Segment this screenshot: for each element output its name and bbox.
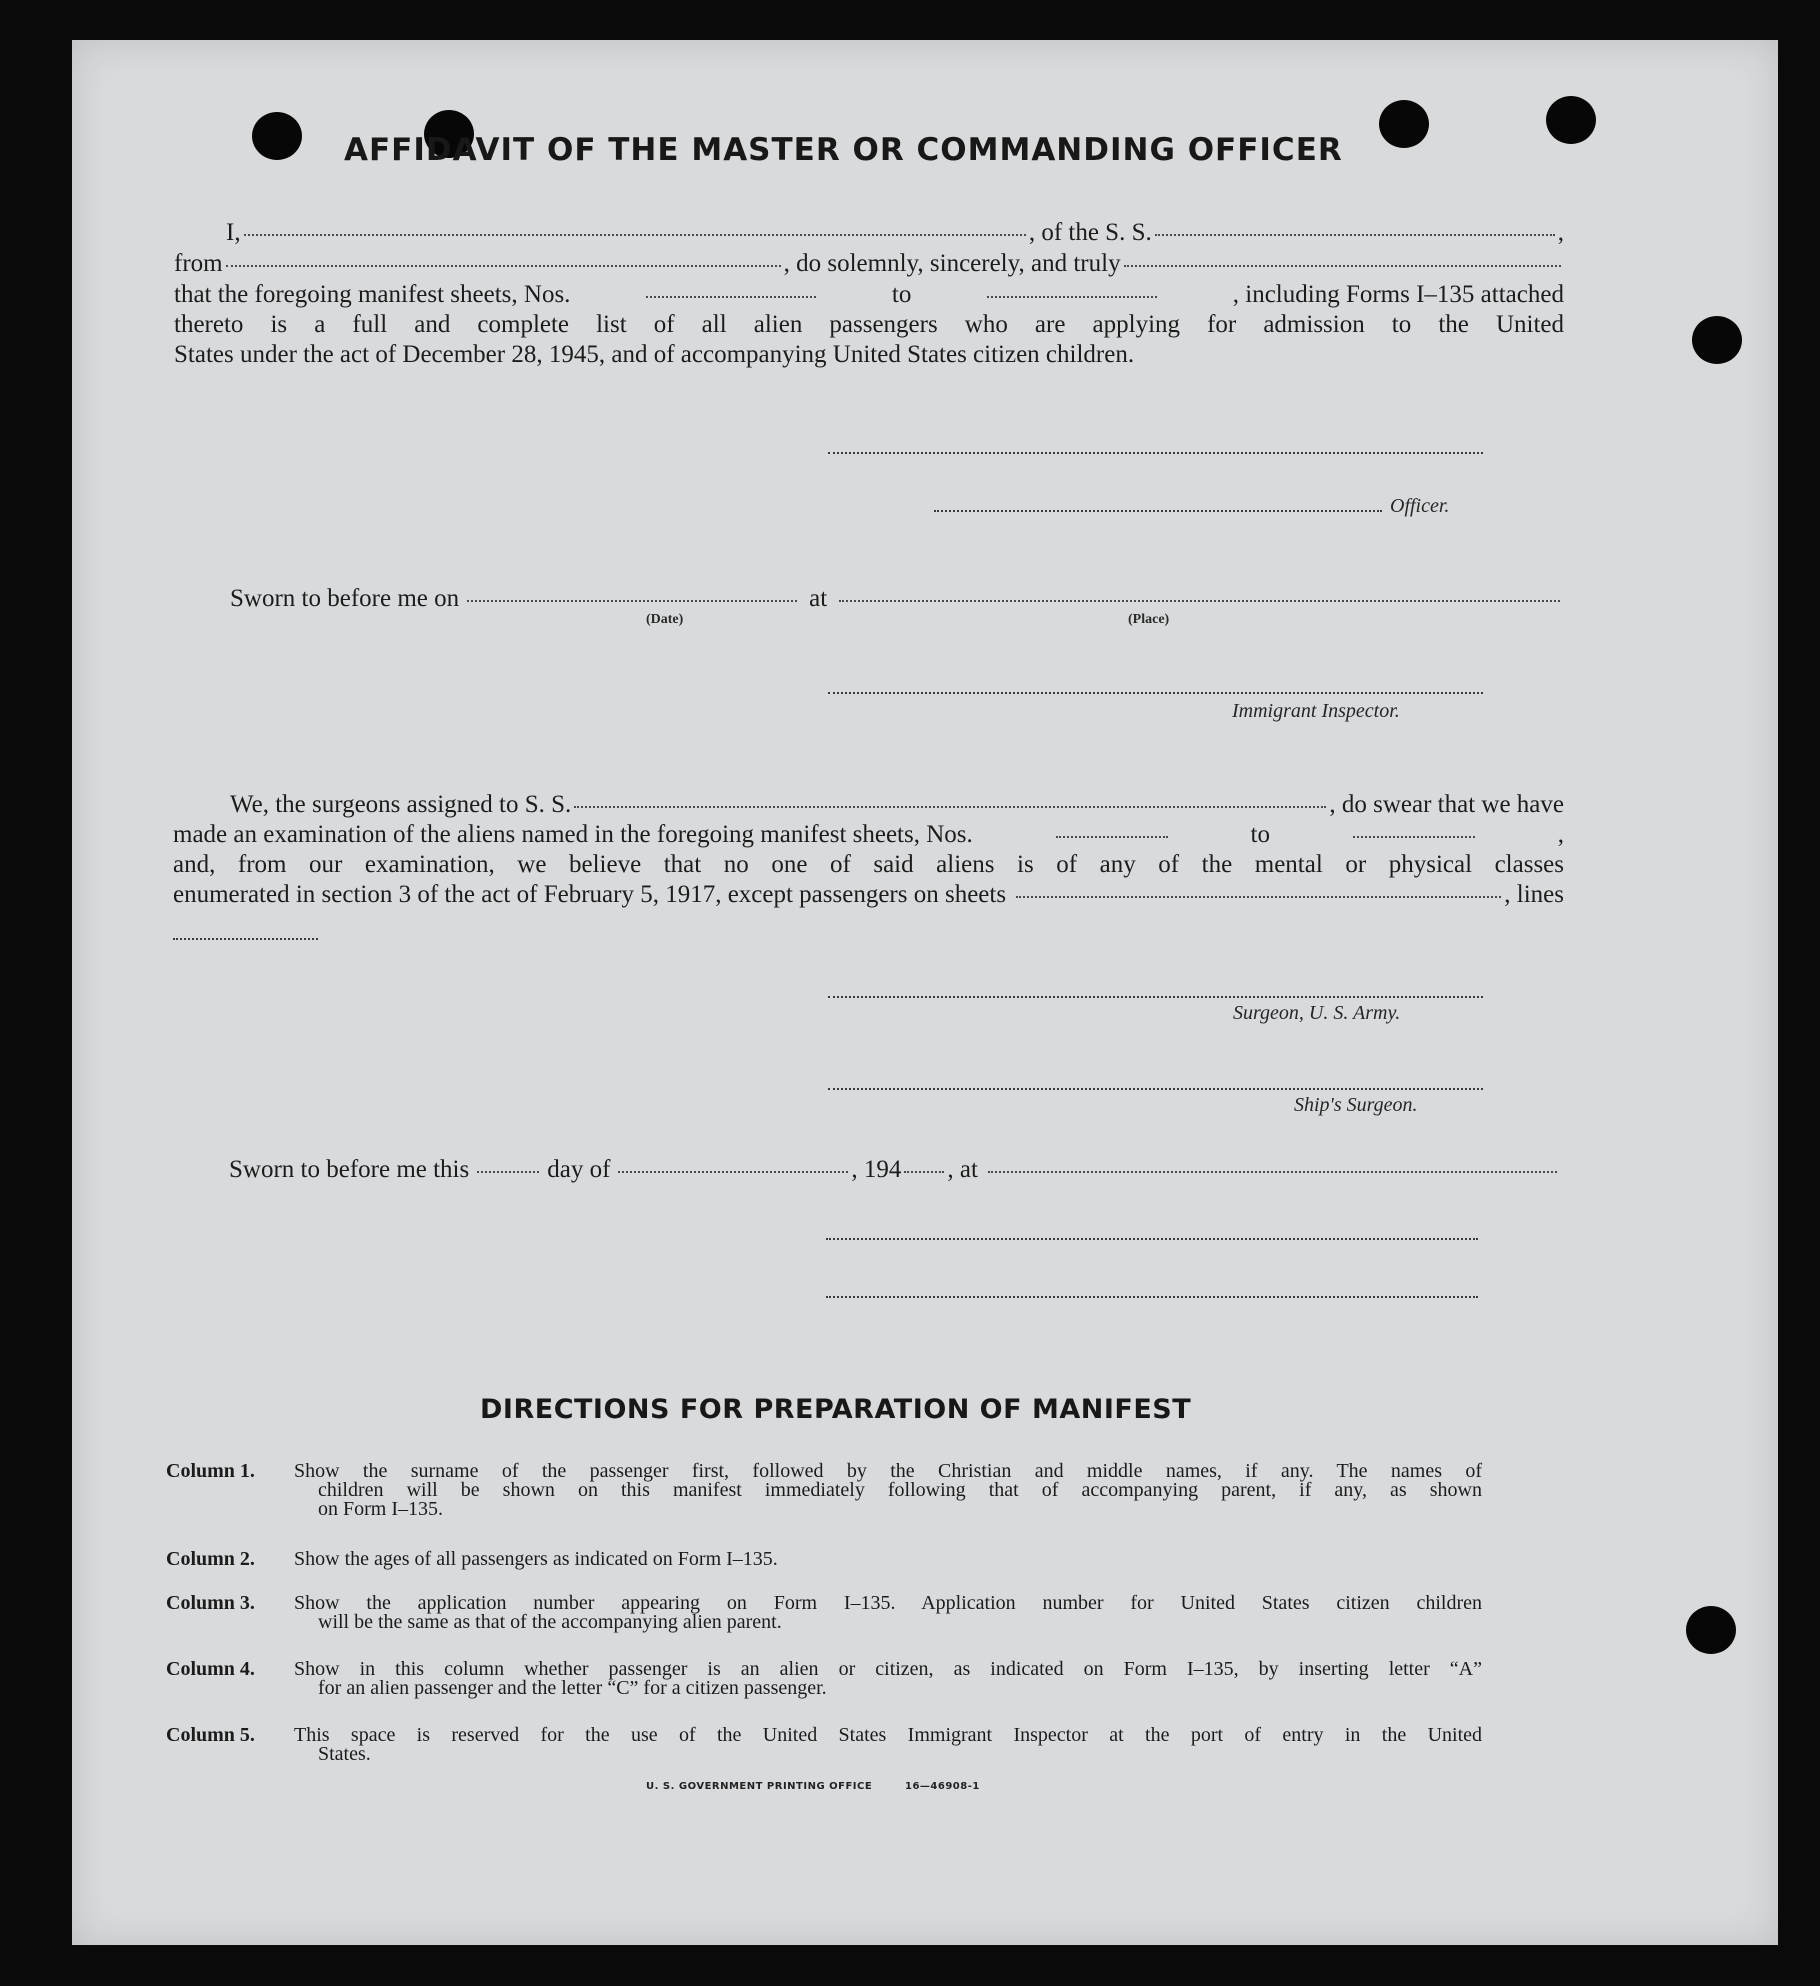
direction-text-line: Show the application number appearing on Form I–135. Application number for United States citizen children <box>294 1592 1482 1614</box>
officer-label: Officer. <box>1390 495 1450 517</box>
ship-name-blank[interactable] <box>1155 234 1555 236</box>
inspector-signature-line[interactable] <box>828 692 1483 694</box>
direction-column-text <box>294 1726 1482 1764</box>
punch-hole <box>1686 1606 1736 1654</box>
affidavit-line-1 <box>174 218 1564 248</box>
direction-text-line: on Form I–135. <box>318 1498 443 1520</box>
surgeons-line-2 <box>173 820 1564 850</box>
sworn-date-blank[interactable] <box>467 600 797 602</box>
direction-text-line: children will be shown on this manifest immediately following that of accompanying parent, if any, as shown <box>318 1479 1482 1501</box>
printer-imprint: U. S. GOVERNMENT PRINTING OFFICE <box>646 1781 873 1792</box>
direction-column-label: Column 1. <box>166 1460 255 1482</box>
text: from <box>174 250 223 277</box>
surgeons-line-4 <box>173 880 1564 910</box>
text: Sworn to before me this <box>229 1156 470 1183</box>
text: enumerated in section 3 of the act of February 5, 1917, except passengers on sheets <box>173 881 1007 908</box>
surgeons-line-1 <box>173 790 1564 820</box>
ship-surgeon-signature-line[interactable] <box>828 1088 1483 1090</box>
surgeons-line-3: and, from our examination, we believe that no one of said aliens is of any of the mental or physical classes <box>173 851 1564 878</box>
direction-text-line: Show in this column whether passenger is an alien or citizen, as indicated on Form I–135, by inserting letter “A” <box>294 1658 1482 1680</box>
direction-column-label: Column 4. <box>166 1658 255 1680</box>
sworn-line-2 <box>229 1155 1560 1185</box>
sworn-year-blank[interactable] <box>904 1171 944 1173</box>
text: , of the S. S. <box>1028 219 1152 246</box>
sworn-line-1 <box>230 584 1563 614</box>
directions-heading: DIRECTIONS FOR PREPARATION OF MANIFEST <box>480 1394 1192 1425</box>
direction-column-label: Column 2. <box>166 1548 255 1570</box>
sheet-to-blank[interactable] <box>987 296 1157 298</box>
direction-text-line: Show the surname of the passenger first, followed by the Christian and middle names, if any. The names of <box>294 1460 1482 1482</box>
surgeon-sheet-to-blank[interactable] <box>1353 836 1475 838</box>
text: , at <box>947 1156 978 1183</box>
affidavit-title: AFFIDAVIT OF THE MASTER OR COMMANDING OFFICER <box>344 132 1343 168</box>
officer-title-line[interactable] <box>934 510 1382 512</box>
ship-surgeon-label: Ship's Surgeon. <box>1294 1094 1418 1116</box>
surgeon-ship-blank[interactable] <box>574 806 1326 808</box>
text: day of <box>547 1156 611 1183</box>
army-surgeon-signature-line[interactable] <box>828 996 1483 998</box>
sworn-day-blank[interactable] <box>477 1171 539 1173</box>
affidavit-line-4: thereto is a full and complete list of all alien passengers who are applying for admission to the United <box>174 311 1564 338</box>
text: to <box>891 281 912 308</box>
punch-hole <box>1692 316 1742 364</box>
manifest-page <box>72 40 1778 1945</box>
from-port-blank[interactable] <box>226 265 781 267</box>
direction-text-line: Show the ages of all passengers as indicated on Form I–135. <box>294 1548 778 1570</box>
direction-text-line: for an alien passenger and the letter “C” for a citizen passenger. <box>318 1677 827 1699</box>
lines-blank[interactable] <box>173 938 318 940</box>
text: at <box>809 585 828 612</box>
text: Sworn to before me on <box>230 585 460 612</box>
sworn-location-blank[interactable] <box>988 1171 1557 1173</box>
direction-column-label: Column 3. <box>166 1592 255 1614</box>
punch-hole <box>252 112 302 160</box>
text: , including Forms I–135 attached <box>1232 281 1564 308</box>
direction-column-text <box>294 1462 1482 1519</box>
text: , <box>1557 821 1564 848</box>
text: made an examination of the aliens named in the foregoing manifest sheets, Nos. <box>173 821 973 848</box>
affidavit-line-5: States under the act of December 28, 1945, and of accompanying United States citizen children. <box>174 341 1135 368</box>
punch-hole <box>1546 96 1596 144</box>
text: , do swear that we have <box>1329 791 1564 818</box>
text: to <box>1250 821 1270 848</box>
direction-column-text <box>294 1550 1482 1569</box>
place-caption: (Place) <box>1128 612 1170 627</box>
surgeon-sheet-from-blank[interactable] <box>1056 836 1168 838</box>
direction-text-line: States. <box>318 1743 371 1765</box>
name-blank[interactable] <box>244 234 1026 236</box>
sheet-from-blank[interactable] <box>646 296 816 298</box>
inspector-label: Immigrant Inspector. <box>1232 700 1400 722</box>
affidavit-line-3 <box>174 280 1564 310</box>
date-caption: (Date) <box>646 612 684 627</box>
text: I, <box>226 219 241 246</box>
text: , do solemnly, sincerely, and truly <box>783 250 1121 277</box>
direction-text-line: will be the same as that of the accompanying alien parent. <box>318 1611 782 1633</box>
direction-text-line: This space is reserved for the use of the United States Immigrant Inspector at the port of entry in the United <box>294 1724 1482 1746</box>
form-number: 16—46908-1 <box>905 1781 980 1792</box>
text: that the foregoing manifest sheets, Nos. <box>174 281 571 308</box>
sworn-month-blank[interactable] <box>618 1171 848 1173</box>
text: , <box>1557 219 1564 246</box>
direction-column-text <box>294 1660 1482 1698</box>
master-signature-line[interactable] <box>828 452 1483 454</box>
inspector-signature-line-2[interactable] <box>826 1238 1478 1240</box>
text: , lines <box>1504 881 1564 908</box>
text: We, the surgeons assigned to S. S. <box>230 791 572 818</box>
punch-hole <box>1379 100 1429 148</box>
text: , 194 <box>851 1156 902 1183</box>
inspector-title-line-2[interactable] <box>826 1296 1478 1298</box>
sworn-place-blank[interactable] <box>839 600 1560 602</box>
oath-blank[interactable] <box>1124 265 1561 267</box>
except-sheets-blank[interactable] <box>1016 896 1501 898</box>
affidavit-line-2 <box>174 249 1564 279</box>
army-surgeon-label: Surgeon, U. S. Army. <box>1233 1002 1401 1024</box>
direction-column-label: Column 5. <box>166 1724 255 1746</box>
direction-column-text <box>294 1594 1482 1632</box>
